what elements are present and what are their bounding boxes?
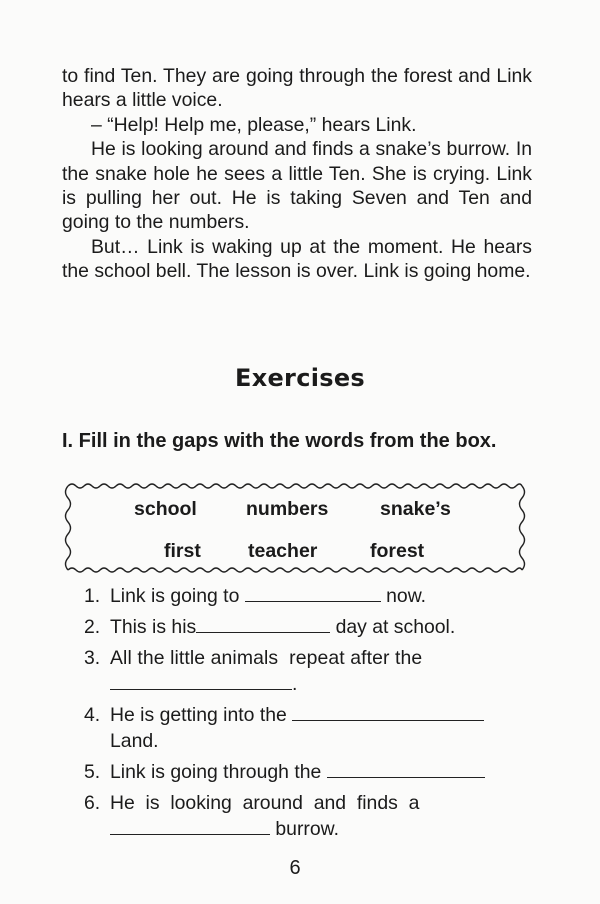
word-box (62, 480, 528, 576)
item-number: 4. (84, 704, 101, 726)
gap-blank[interactable] (292, 704, 484, 721)
gap-blank[interactable] (327, 761, 485, 778)
item-text: Link is going to (110, 585, 240, 607)
word-numbers: numbers (246, 498, 329, 520)
gap-blank[interactable] (110, 673, 292, 690)
gap-blank[interactable] (110, 818, 270, 835)
word-school: school (134, 498, 197, 520)
item-text: All the little animals repeat after the (110, 647, 423, 669)
page-number: 6 (289, 857, 301, 879)
exercises-heading: Exercises (235, 364, 365, 392)
item-text: He is looking around and finds a (110, 792, 420, 814)
item-text: He is getting into the (110, 704, 287, 726)
list-item (84, 702, 530, 754)
story-dialogue: – “Help! Help me, please,” hears Link. (91, 113, 417, 136)
story-paragraph: He is looking around and finds a snake’s burrow. In the snake hole he sees a little Ten. She is crying. Link is pulling her out. He is taking Seven and Ten and going to the numbers. (62, 138, 532, 234)
item-text: now. (386, 585, 427, 607)
item-number: 3. (84, 647, 101, 669)
item-text: This is his (110, 616, 197, 638)
exercise-instruction: I. Fill in the gaps with the words from the box. (62, 430, 497, 452)
list-item (84, 790, 530, 842)
word-snakes: snake’s (380, 498, 451, 520)
list-item (84, 759, 530, 785)
gap-blank[interactable] (196, 616, 330, 633)
story-paragraph: to find Ten. They are going through the forest and Link hears a little voice. (62, 65, 532, 112)
word-first: first (164, 540, 201, 562)
story-text (62, 64, 532, 284)
item-text: Land. (110, 730, 159, 752)
gap-blank[interactable] (245, 585, 381, 602)
list-item (84, 614, 530, 640)
exercise-items (84, 583, 530, 842)
item-number: 1. (84, 585, 101, 607)
item-number: 5. (84, 761, 101, 783)
list-item (84, 645, 530, 697)
item-text: day at school. (335, 616, 456, 638)
item-text: Link is going through the (110, 761, 322, 783)
item-number: 6. (84, 792, 101, 814)
item-text: burrow. (275, 818, 339, 840)
item-text: . (292, 673, 298, 695)
word-teacher: teacher (248, 540, 318, 562)
item-number: 2. (84, 616, 101, 638)
list-item (84, 583, 530, 609)
story-paragraph: But… Link is waking up at the moment. He hears the school bell. The lesson is over. Link is going home. (62, 235, 532, 283)
word-forest: forest (370, 540, 425, 562)
